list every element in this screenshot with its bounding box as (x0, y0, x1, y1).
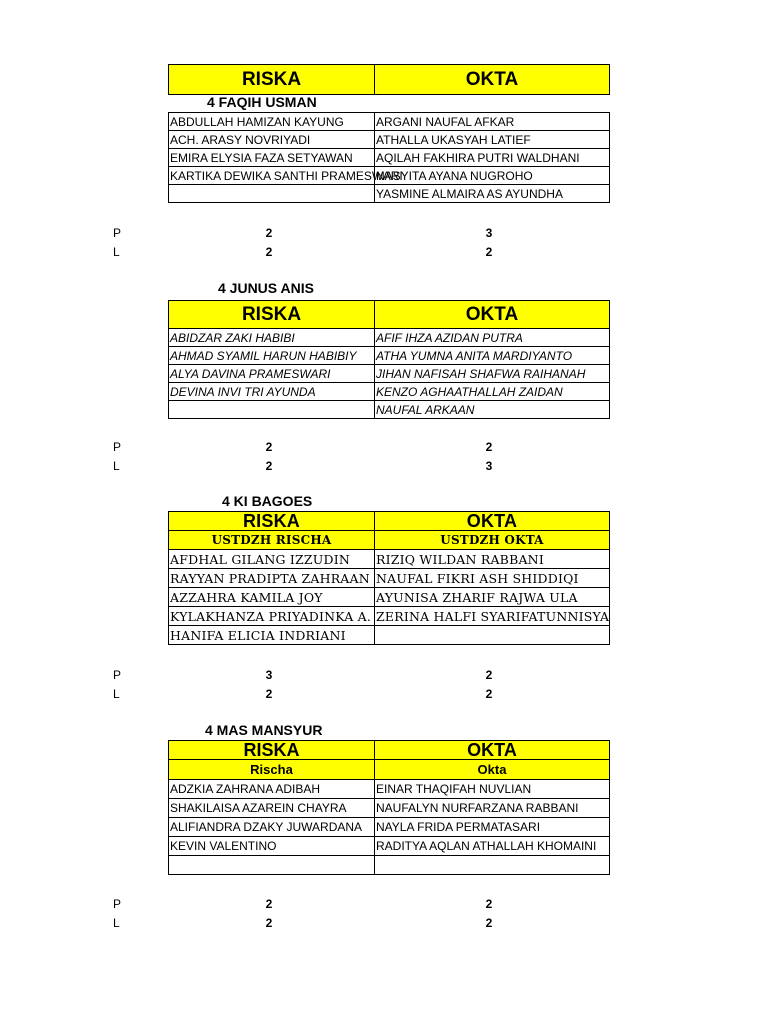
class-title: 4 FAQIH USMAN (207, 94, 317, 110)
student-cell[interactable]: KARTIKA DEWIKA SANTHI PRAMESWARI (170, 168, 403, 183)
header-okta[interactable]: OKTA (375, 512, 610, 531)
student-cell[interactable]: AFDHAL GILANG IZZUDIN (169, 550, 375, 569)
student-cell[interactable] (375, 626, 610, 645)
l-label: L (113, 245, 120, 259)
p-label: P (113, 668, 122, 682)
p-count-riska[interactable]: 2 (265, 897, 273, 911)
student-cell[interactable]: ABDULLAH HAMIZAN KAYUNG (169, 113, 375, 131)
student-cell[interactable]: ACH. ARASY NOVRIYADI (169, 131, 375, 149)
student-cell[interactable]: RAYYAN PRADIPTA ZAHRAAN (169, 569, 375, 588)
l-label: L (113, 459, 120, 473)
header-riska[interactable]: RISKA (169, 512, 375, 531)
l-count-riska[interactable]: 2 (265, 916, 273, 930)
student-cell[interactable]: AHMAD SYAMIL HARUN HABIBIY (169, 347, 375, 365)
student-cell[interactable]: NASYITA AYANA NUGROHO (375, 167, 610, 185)
l-count-okta[interactable]: 2 (485, 245, 493, 259)
header-riska[interactable]: RISKA (169, 301, 375, 329)
class-table-mas-mansyur (168, 740, 610, 875)
student-cell[interactable]: EINAR THAQIFAH NUVLIAN (375, 780, 610, 799)
student-cell[interactable] (169, 401, 375, 419)
student-cell[interactable]: SHAKILAISA AZAREIN CHAYRA (169, 799, 375, 818)
header-okta[interactable]: OKTA (375, 301, 610, 329)
l-count-okta[interactable]: 2 (485, 916, 493, 930)
student-cell[interactable]: NAUFALYN NURFARZANA RABBANI (375, 799, 610, 818)
header-riska[interactable]: RISKA (169, 741, 375, 760)
class-title: 4 JUNUS ANIS (218, 280, 314, 296)
p-count-okta[interactable]: 3 (485, 226, 493, 240)
student-cell[interactable] (169, 185, 375, 203)
student-cell[interactable]: ALIFIANDRA DZAKY JUWARDANA (169, 818, 375, 837)
student-cell[interactable]: RIZIQ WILDAN RABBANI (375, 550, 610, 569)
header-okta[interactable]: OKTA (375, 741, 610, 760)
student-cell[interactable] (375, 856, 610, 875)
teacher-riska[interactable]: Rischa (169, 760, 375, 780)
student-cell[interactable]: AYUNISA ZHARIF RAJWA ULA (375, 588, 610, 607)
student-table (168, 112, 610, 203)
header-riska[interactable]: RISKA (169, 65, 375, 95)
student-cell[interactable]: NAUFAL ARKAAN (375, 401, 610, 419)
student-cell[interactable]: ATHA YUMNA ANITA MARDIYANTO (375, 347, 610, 365)
student-cell[interactable]: NAYLA FRIDA PERMATASARI (375, 818, 610, 837)
p-label: P (113, 897, 122, 911)
l-count-riska[interactable]: 2 (265, 459, 273, 473)
class-table-junus-anis (168, 300, 610, 419)
student-cell[interactable]: ATHALLA UKASYAH LATIEF (375, 131, 610, 149)
p-count-okta[interactable]: 2 (485, 897, 493, 911)
teacher-okta[interactable]: USTDZH OKTA (375, 531, 610, 550)
student-cell[interactable]: KEVIN VALENTINO (169, 837, 375, 856)
student-cell[interactable]: KENZO AGHAATHALLAH ZAIDAN (375, 383, 610, 401)
class-title: 4 MAS MANSYUR (205, 722, 323, 738)
p-count-riska[interactable]: 2 (265, 440, 273, 454)
l-label: L (113, 916, 120, 930)
p-label: P (113, 226, 122, 240)
class-table-ki-bagoes (168, 511, 610, 645)
teacher-riska[interactable]: USTDZH RISCHA (169, 531, 375, 550)
student-cell[interactable]: YASMINE ALMAIRA AS AYUNDHA (375, 185, 610, 203)
p-count-okta[interactable]: 2 (485, 440, 493, 454)
l-label: L (113, 687, 120, 701)
l-count-riska[interactable]: 2 (265, 687, 273, 701)
student-cell[interactable]: KYLAKHANZA PRIYADINKA A. (169, 607, 375, 626)
student-cell[interactable]: JIHAN NAFISAH SHAFWA RAIHANAH (375, 365, 610, 383)
header-okta[interactable]: OKTA (375, 65, 610, 95)
student-cell[interactable]: AZZAHRA KAMILA JOY (169, 588, 375, 607)
student-cell[interactable] (169, 856, 375, 875)
teacher-okta[interactable]: Okta (375, 760, 610, 780)
student-cell[interactable]: ABIDZAR ZAKI HABIBI (169, 329, 375, 347)
student-cell[interactable]: ARGANI NAUFAL AFKAR (375, 113, 610, 131)
p-label: P (113, 440, 122, 454)
student-cell[interactable]: EMIRA ELYSIA FAZA SETYAWAN (169, 149, 375, 167)
student-cell[interactable]: ZERINA HALFI SYARIFATUNNISYA (376, 608, 610, 624)
student-cell[interactable]: ALYA DAVINA PRAMESWARI (169, 365, 375, 383)
class-title: 4 KI BAGOES (222, 493, 313, 509)
p-count-riska[interactable]: 3 (265, 668, 273, 682)
l-count-okta[interactable]: 3 (485, 459, 493, 473)
student-cell[interactable]: ADZKIA ZAHRANA ADIBAH (169, 780, 375, 799)
student-cell[interactable]: HANIFA ELICIA INDRIANI (169, 626, 375, 645)
student-cell[interactable]: NAUFAL FIKRI ASH SHIDDIQI (375, 569, 610, 588)
class-table-faqih-usman (168, 64, 610, 95)
l-count-okta[interactable]: 2 (485, 687, 493, 701)
student-cell[interactable]: RADITYA AQLAN ATHALLAH KHOMAINI (375, 837, 610, 856)
student-cell[interactable]: AFIF IHZA AZIDAN PUTRA (375, 329, 610, 347)
l-count-riska[interactable]: 2 (265, 245, 273, 259)
p-count-okta[interactable]: 2 (485, 668, 493, 682)
student-cell[interactable]: AQILAH FAKHIRA PUTRI WALDHANI (375, 149, 610, 167)
student-cell[interactable]: DEVINA INVI TRI AYUNDA (169, 383, 375, 401)
p-count-riska[interactable]: 2 (265, 226, 273, 240)
